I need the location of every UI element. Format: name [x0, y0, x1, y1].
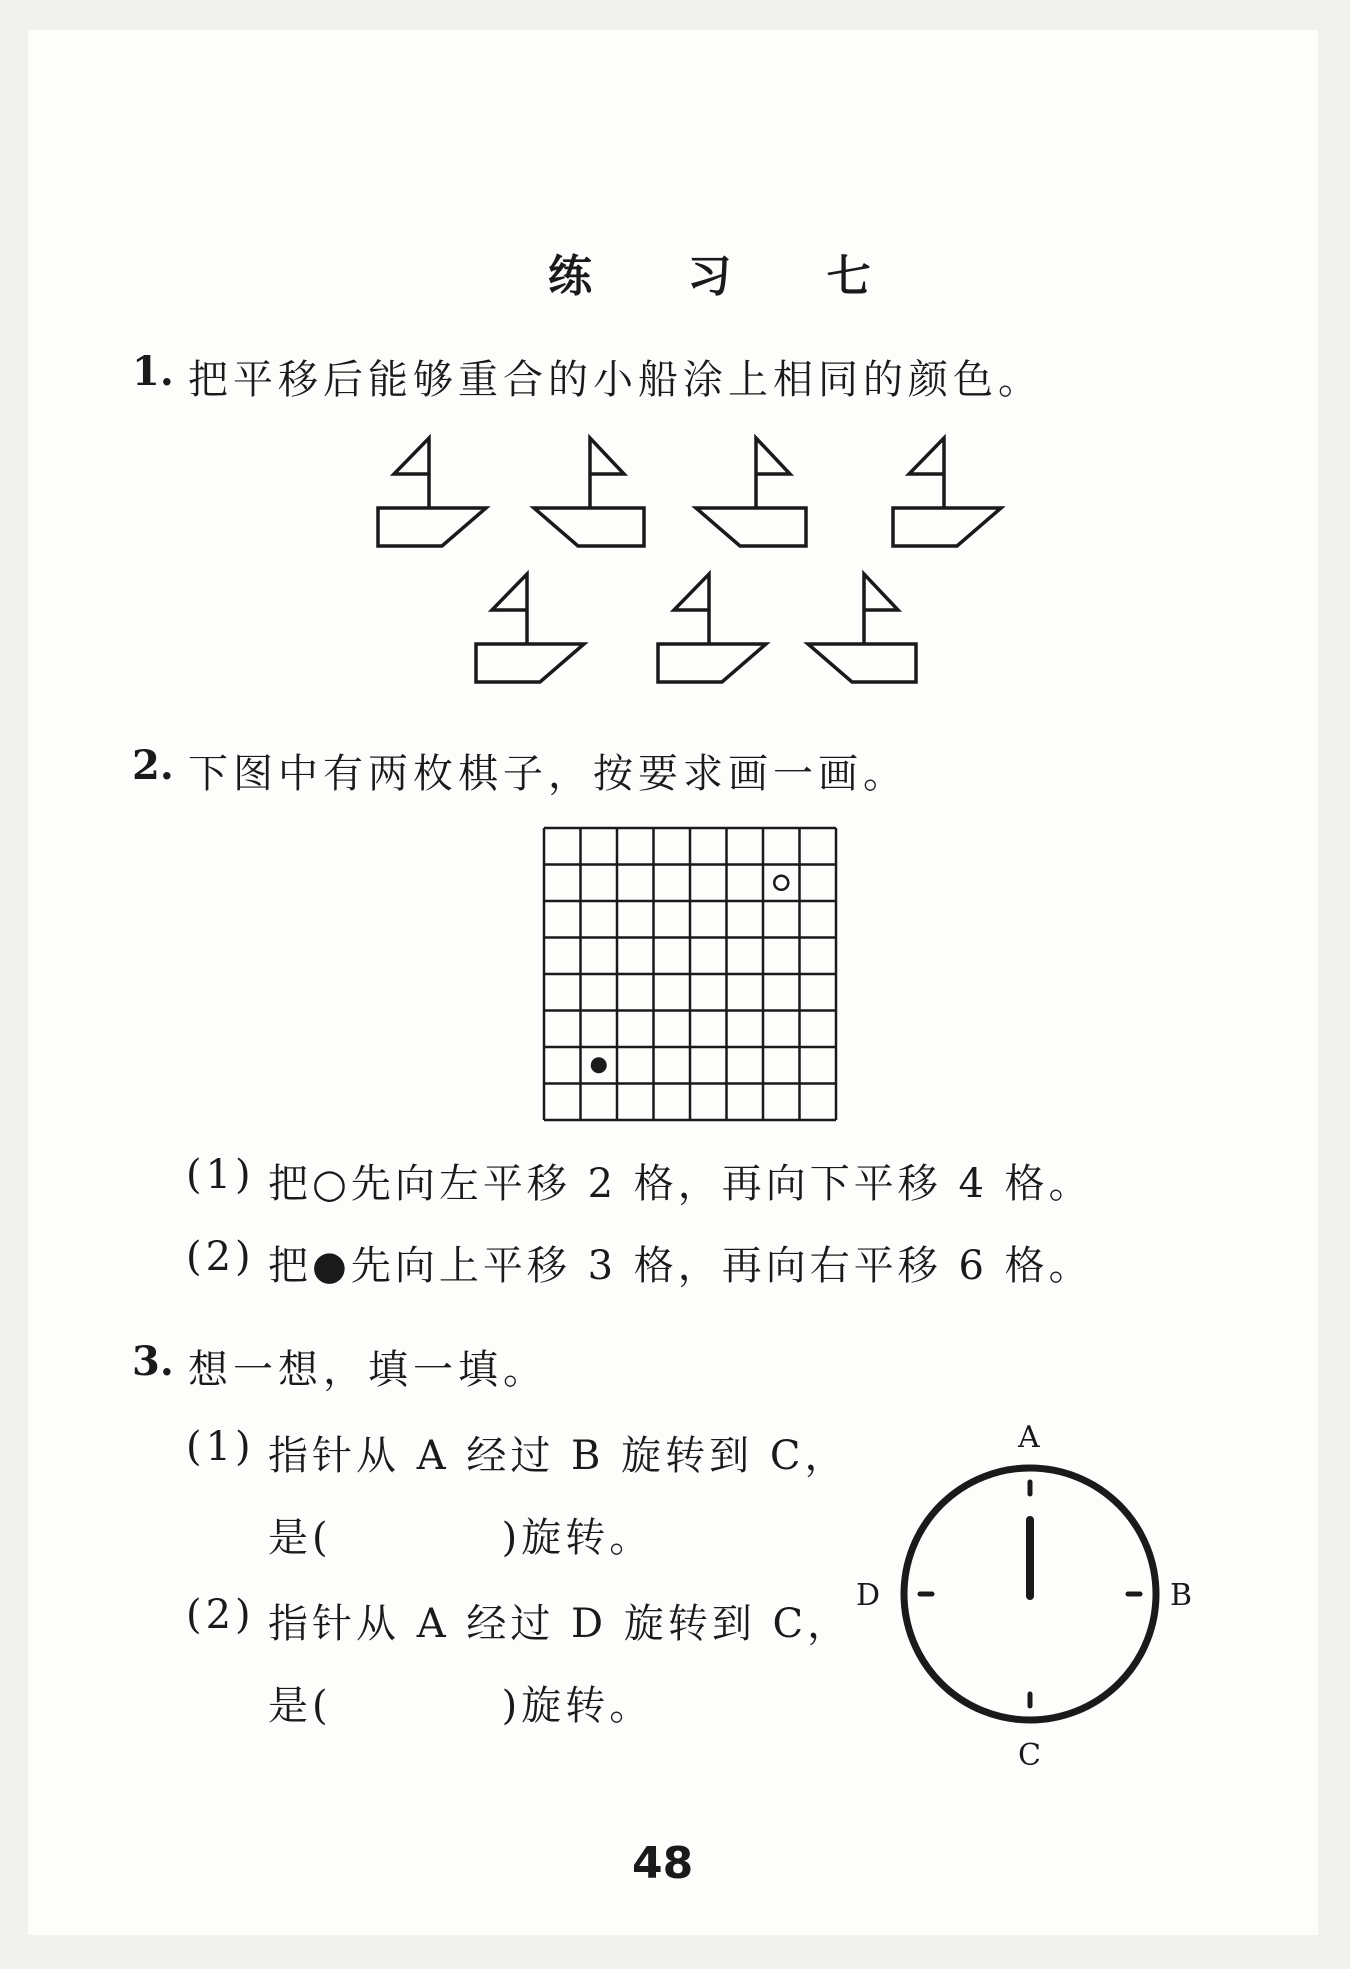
clock-label-c: C	[1018, 1738, 1045, 1773]
page-title: 练 习 七	[548, 251, 911, 302]
question-3-sub-1-number: (1)	[186, 1424, 255, 1470]
question-2-text: 下图中有两枚棋子，按要求画一画。	[188, 751, 908, 797]
question-1-number: 1.	[132, 348, 174, 395]
clock-label-d: D	[856, 1578, 885, 1613]
question-3-sub-1-text: 指针从 A 经过 B 旋转到 C，	[268, 1433, 849, 1479]
question-3-text: 想一想，填一填。	[188, 1347, 548, 1393]
clock-label-b: B	[1170, 1578, 1197, 1613]
question-2-number: 2.	[132, 742, 174, 789]
answer-prefix: 是(	[268, 1683, 332, 1729]
question-2-sub-1-number: (1)	[186, 1152, 255, 1198]
question-2-sub-2-number: (2)	[186, 1234, 255, 1280]
answer-prefix: 是(	[268, 1515, 332, 1561]
question-1-text: 把平移后能够重合的小船涂上相同的颜色。	[188, 357, 1043, 403]
question-2-sub-1-text: 把○先向左平移 2 格，再向下平移 4 格。	[268, 1161, 1093, 1207]
question-3-number: 3.	[132, 1338, 174, 1385]
question-3-sub-2-number: (2)	[186, 1592, 255, 1638]
answer-suffix: )旋转。	[501, 1515, 654, 1561]
question-3-sub-2-text: 指针从 A 经过 D 旋转到 C，	[268, 1601, 852, 1647]
page-number: 48	[632, 1838, 694, 1889]
question-2-sub-2-text: 把●先向上平移 3 格，再向右平移 6 格。	[268, 1243, 1093, 1289]
clock-label-a: A	[1018, 1420, 1044, 1455]
answer-suffix: )旋转。	[501, 1683, 654, 1729]
